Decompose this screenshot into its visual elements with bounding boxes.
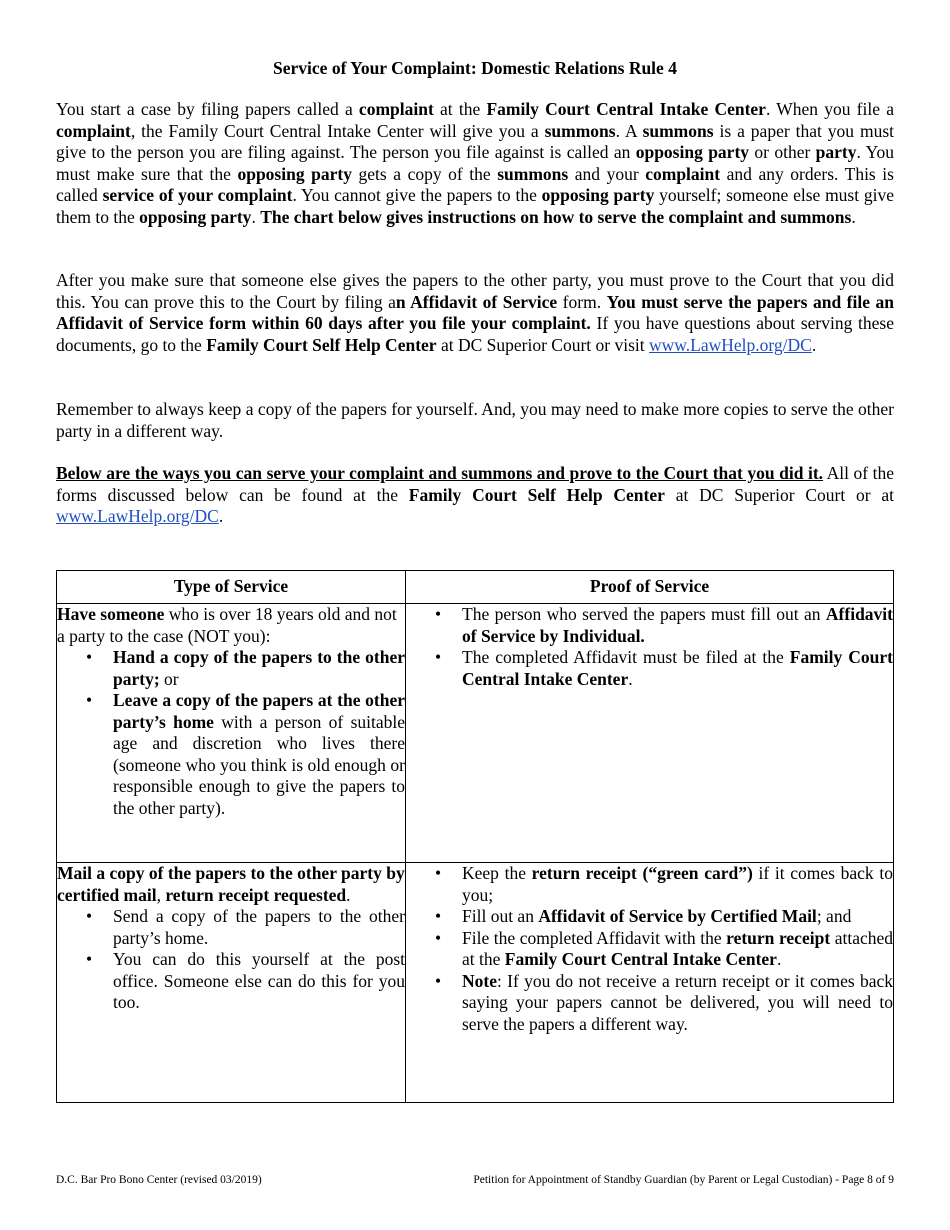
list-item: • Fill out an Affidavit of Service by Certified Mail; and: [462, 906, 893, 928]
service-table: [56, 570, 894, 1103]
lawhelp-link[interactable]: www.LawHelp.org/DC: [648, 334, 812, 355]
mail-service-list: [57, 906, 405, 1014]
personal-service-lead: Have someone who is over 18 years old and not a party to the case (NOT you):: [57, 604, 397, 646]
type-cell-personal: [57, 604, 406, 863]
list-item: • Leave a copy of the papers at the other party’s home with a person of suitable age and discretion who lives there (someone who you think is old enough or responsible enough to give the papers to the other party).: [113, 690, 405, 819]
proof-cell-personal: [406, 604, 894, 863]
type-cell-mail: [57, 863, 406, 1103]
list-item: • Keep the return receipt (“green card”) if it comes back to you;: [462, 863, 893, 906]
personal-proof-list: [406, 604, 893, 690]
mail-service-lead: Mail a copy of the papers to the other party by certified mail, return receipt requested.: [57, 863, 405, 905]
list-item: • Hand a copy of the papers to the other party; or: [113, 647, 405, 690]
footer-right: Petition for Appointment of Standby Guardian (by Parent or Legal Custodian) - Page 8 of 9: [473, 1174, 894, 1186]
affidavit-paragraph: After you make sure that someone else gives the papers to the other party, you must prove to the Court that you did this. You can prove this to the Court by filing an Affidavit of Service form. You must serve the papers and file an Affidavit of Service form within 60 days after you file your complaint. If you have questions about serving these documents, go to the Family Court Self Help Center at DC Superior Court or visit www.LawHelp.org/DC.: [56, 270, 895, 355]
proof-cell-mail: [406, 863, 894, 1103]
table-row: [57, 863, 894, 1103]
page-title: Service of Your Complaint: Domestic Relations Rule 4: [273, 58, 677, 78]
ways-paragraph: Below are the ways you can serve your complaint and summons and prove to the Court that you did it. All of the forms discussed below can be found at the Family Court Self Help Center at DC Superior Court or at www.LawHelp.org/DC.: [56, 463, 895, 526]
lawhelp-link-2[interactable]: www.LawHelp.org/DC: [56, 506, 219, 526]
list-item: • Send a copy of the papers to the other party’s home.: [113, 906, 405, 949]
list-item: • Note: If you do not receive a return receipt or it comes back saying your papers cannot be delivered, you will need to serve the papers a different way.: [462, 971, 893, 1036]
intro-paragraph: You start a case by filing papers called a complaint at the Family Court Central Intake Center. When you file a complaint, the Family Court Central Intake Center will give you a summons. A summons is a paper that you must give to the person you are filing against. The person you file against is called an opposing party or other party. You must make sure that the opposing party gets a copy of the summons and your complaint and any orders. This is called service of your complaint. You cannot give the papers to the opposing party yourself; someone else must give them to the opposing party. The chart below gives instructions on how to serve the complaint and summons.: [56, 99, 895, 227]
header-proof-of-service: Proof of Service: [406, 571, 894, 604]
footer-left: D.C. Bar Pro Bono Center (revised 03/2019): [56, 1174, 262, 1186]
header-type-of-service: Type of Service: [57, 571, 406, 604]
mail-proof-list: [406, 863, 893, 1035]
list-item: • The completed Affidavit must be filed at the Family Court Central Intake Center.: [462, 647, 893, 690]
table-header-row: [57, 571, 894, 604]
list-item: • You can do this yourself at the post office. Someone else can do this for you too.: [113, 949, 405, 1014]
list-item: • The person who served the papers must fill out an Affidavit of Service by Individual.: [462, 604, 893, 647]
copies-paragraph: Remember to always keep a copy of the papers for yourself. And, you may need to make more copies to serve the other party in a different way.: [56, 399, 894, 441]
personal-service-list: [57, 647, 405, 819]
list-item: • File the completed Affidavit with the return receipt attached at the Family Court Central Intake Center.: [462, 928, 893, 971]
table-row: [57, 604, 894, 863]
